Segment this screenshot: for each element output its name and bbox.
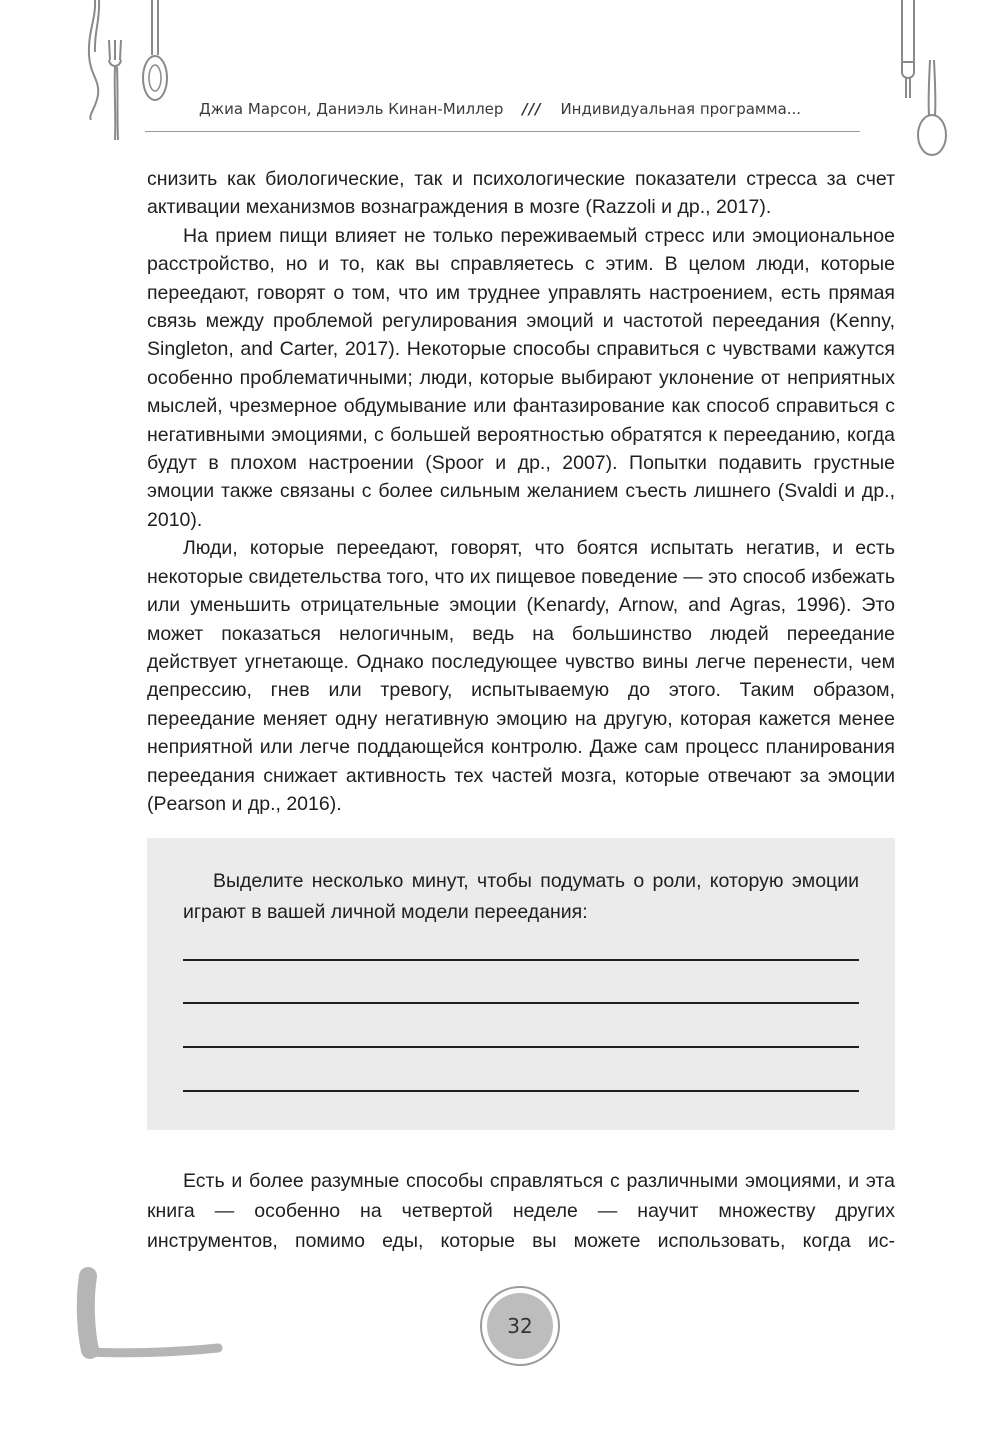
brush-corner-decoration [70, 1262, 230, 1372]
exercise-box [147, 838, 895, 1130]
body-text [147, 165, 895, 818]
header-divider [145, 131, 860, 132]
fork-icon [104, 40, 130, 140]
answer-line[interactable] [183, 1002, 859, 1004]
page-number: 32 [507, 1314, 533, 1338]
paragraph-3: Люди, которые переедают, говорят, что боятся испытать негатив, и есть некоторые свидетельства того, что их пищевое поведение — это способ избежать или уменьшить отрицательные эмоции (Kenardy, Arnow, and Agras, 1996). Это может показаться нелогичным, ведь на большинство людей переедание действует угнетающе. Однако последующее чувство вины легче перенести, чем депрессию, гнев или тревогу, испытываемую до этого. Таким образом, переедание меняет одну негативную эмоцию на другую, которая кажется менее неприятной или легче поддающейся контролю. Даже сам процесс планирования переедания снижает активность тех частей мозга, которые отвечают за эмоции (Pearson и др., 2016). [147, 537, 895, 815]
closing-paragraph: Есть и более разумные способы справляться с различными эмоциями, и эта книга — особенно на четвертой неделе — научит множеству других инструментов, помимо еды, которые вы можете использовать, когда ис- [147, 1170, 895, 1252]
closing-text [147, 1166, 895, 1256]
answer-line[interactable] [183, 1046, 859, 1048]
paragraph-1: снизить как биологические, так и психологические показатели стресса за счет активации механизмов вознаграждения в мозге (Razzoli и др., 2017). [147, 168, 895, 219]
header-separator: /// [522, 100, 542, 118]
answer-line[interactable] [183, 1090, 859, 1092]
paragraph-2: На прием пищи влияет не только переживаемый стресс или эмоциональное расстройство, но и то, как вы справляетесь с этим. В целом люди, которые переедают, говорят о том, что им труднее управлять настроением, есть прямая связь между проблемой регулирования эмоций и частотой переедания (Kenny, Singleton, and Carter, 2017). Некоторые способы справиться с чувствами кажутся особенно проблематичными; люди, которые выбирают уклонение от неприятных мыслей, чрезмерное обдумывание или фантазирование как способ справиться с негативными эмоциями, с большей вероятностью обратятся к перееданию, когда будут в плохом настроении (Spoor и др., 2007). Попытки подавить грустные эмоции также связаны с более сильным желанием съесть лишнего (Svaldi и др., 2010). [147, 224, 895, 531]
ladle-icon [138, 0, 172, 104]
running-header [0, 100, 1000, 118]
header-book-title: Индивидуальная программа... [560, 100, 802, 118]
answer-line[interactable] [183, 959, 859, 961]
header-authors: Джиа Марсон, Даниэль Кинан-Миллер [198, 100, 504, 118]
exercise-prompt: Выделите несколько минут, чтобы подумать о роли, которую эмоции играют в вашей личной модели переедания: [183, 870, 859, 923]
